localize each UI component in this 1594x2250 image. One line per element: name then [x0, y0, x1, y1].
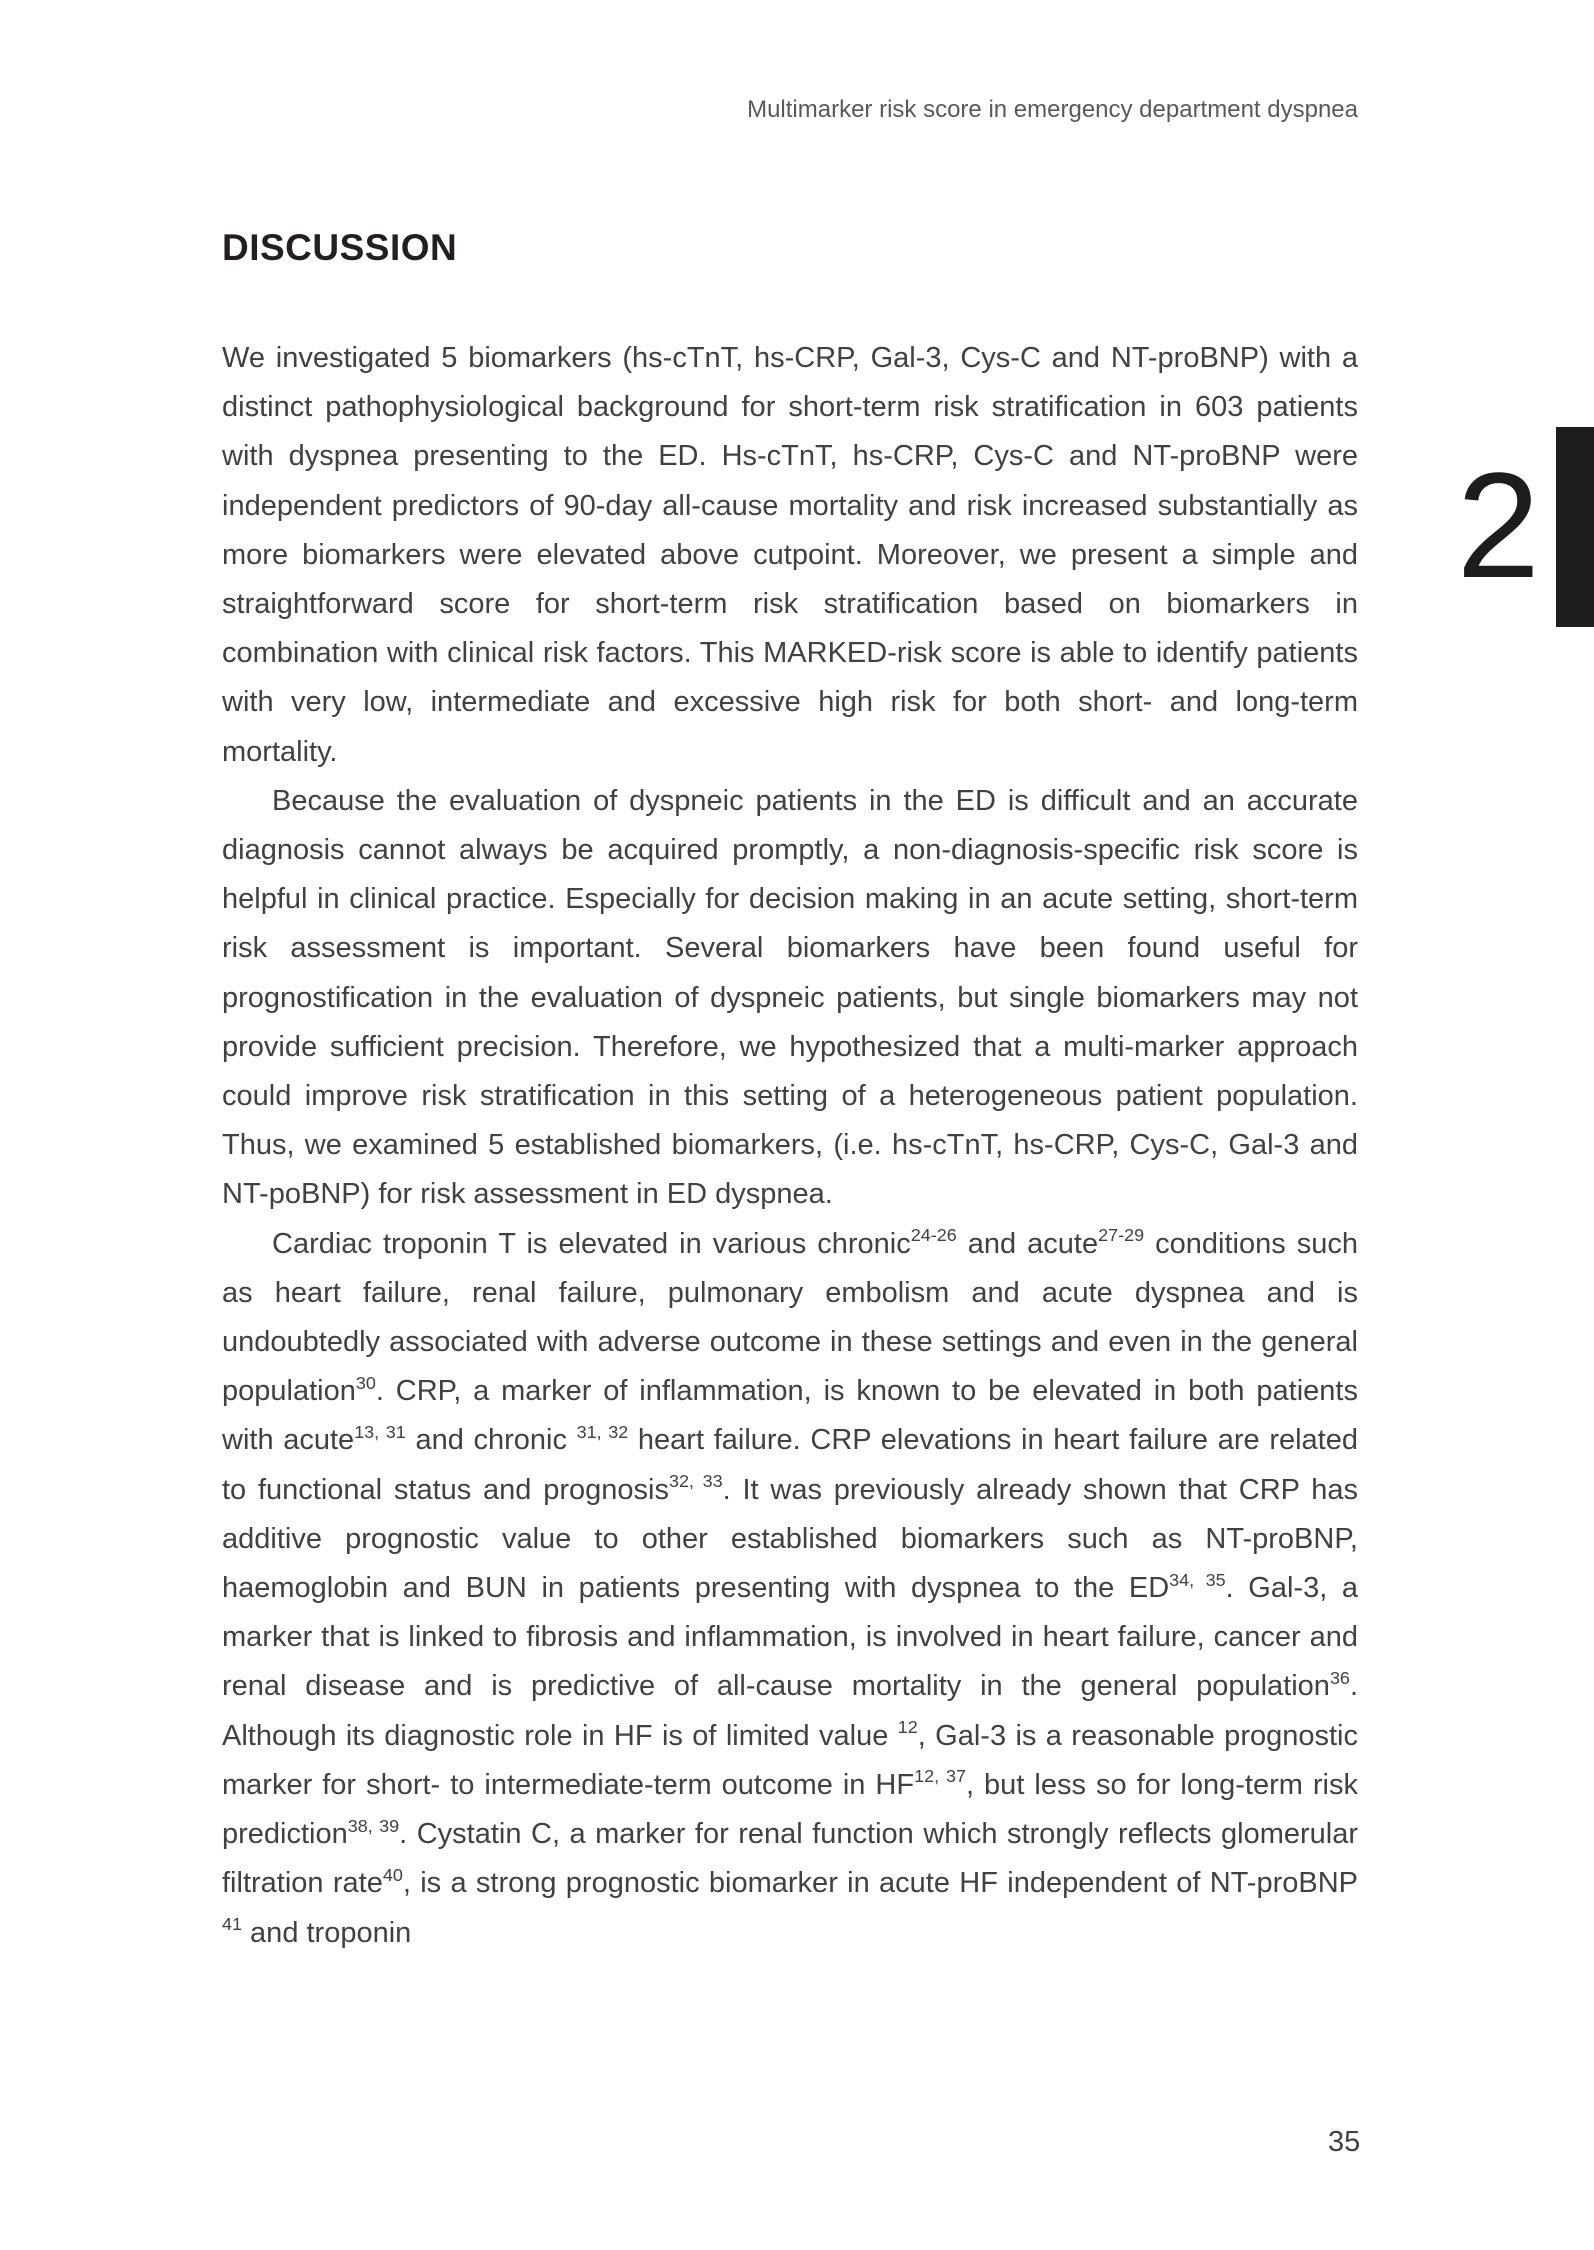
- citation-superscript: 40: [382, 1864, 403, 1885]
- chapter-number: 2: [1456, 441, 1540, 609]
- citation-superscript: 30: [355, 1372, 376, 1393]
- paragraph: Cardiac troponin T is elevated in various chronic$^{24-26}$ and acute$^{27-29}$ conditions such as heart failure, renal failure, pulmonary embolism and acute dyspnea and is undoubtedly associated with adverse outcome in these settings and even in the general population$^{30}$. CRP, a marker of inflammation, is known to be elevated in both patients with acute$^{13, 31}$ and chronic $^{31, 32}$ heart failure. CRP elevations in heart failure are related to functional status and prognosis$^{32, 33}$. It was previously already shown that CRP has additive prognostic value to other established biomarkers such as NT-proBNP, haemoglobin and BUN in patients presenting with dyspnea to the ED$^{34, 35}$. Gal-3, a marker that is linked to fibrosis and inflammation, is involved in heart failure, cancer and renal disease and is predictive of all-cause mortality in the general population$^{36}$. Although its diagnostic role in HF is of limited value $^{12}$, Gal-3 is a reasonable prognostic marker for short- to intermediate-term outcome in HF$^{12, 37}$, but less so for long-term risk prediction$^{38, 39}$. Cystatin C, a marker for renal function which strongly reflects glomerular filtration rate$^{40}$, is a strong prognostic biomarker in acute HF independent of NT-proBNP $^{41}$ and troponin: [222, 1225, 1359, 1949]
- citation-superscript: 36: [1329, 1667, 1350, 1688]
- running-header: Multimarker risk score in emergency department dyspnea: [747, 96, 1358, 123]
- content-column: [222, 226, 1358, 1958]
- citation-superscript: 31, 32: [576, 1421, 629, 1442]
- body-text: [222, 334, 1358, 1958]
- citation-superscript: 12, 37: [914, 1766, 966, 1787]
- citation-superscript: 34, 35: [1169, 1569, 1226, 1590]
- section-title: DISCUSSION: [222, 227, 458, 268]
- citation-superscript: 13, 31: [354, 1421, 406, 1442]
- citation-superscript: 12: [897, 1717, 918, 1738]
- citation-superscript: 41: [222, 1913, 242, 1934]
- page-number: 35: [1328, 2126, 1361, 2158]
- citation-superscript: 27-29: [1098, 1225, 1145, 1246]
- citation-superscript: 32, 33: [668, 1471, 723, 1492]
- citation-superscript: 38, 39: [347, 1815, 400, 1836]
- paragraph: We investigated 5 biomarkers (hs-cTnT, hs-CRP, Gal-3, Cys-C and NT-proBNP) with a distinct pathophysiological background for short-term risk stratification in 603 patients with dyspnea presenting to the ED. Hs-cTnT, hs-CRP, Cys-C and NT-proBNP were independent predictors of 90-day all-cause mortality and risk increased substantially as more biomarkers were elevated above cutpoint. Moreover, we present a simple and straightforward score for short-term risk stratification based on biomarkers in combination with clinical risk factors. This MARKED-risk score is able to identify patients with very low, intermediate and excessive high risk for both short- and long-term mortality.: [222, 342, 1358, 768]
- chapter-tab-bar: [1556, 427, 1594, 627]
- paragraph: Because the evaluation of dyspneic patients in the ED is difficult and an accurate diagnosis cannot always be acquired promptly, a non-diagnosis-specific risk score is helpful in clinical practice. Especially for decision making in an acute setting, short-term risk assessment is important. Several biomarkers have been found useful for prognostification in the evaluation of dyspneic patients, but single biomarkers may not provide sufficient precision. Therefore, we hypothesized that a multi-marker approach could improve risk stratification in this setting of a heterogeneous patient population. Thus, we examined 5 established biomarkers, (i.e. hs-cTnT, hs-CRP, Cys-C, Gal-3 and NT-poBNP) for risk assessment in ED dyspnea.: [222, 784, 1358, 1211]
- citation-superscript: 24-26: [910, 1225, 957, 1246]
